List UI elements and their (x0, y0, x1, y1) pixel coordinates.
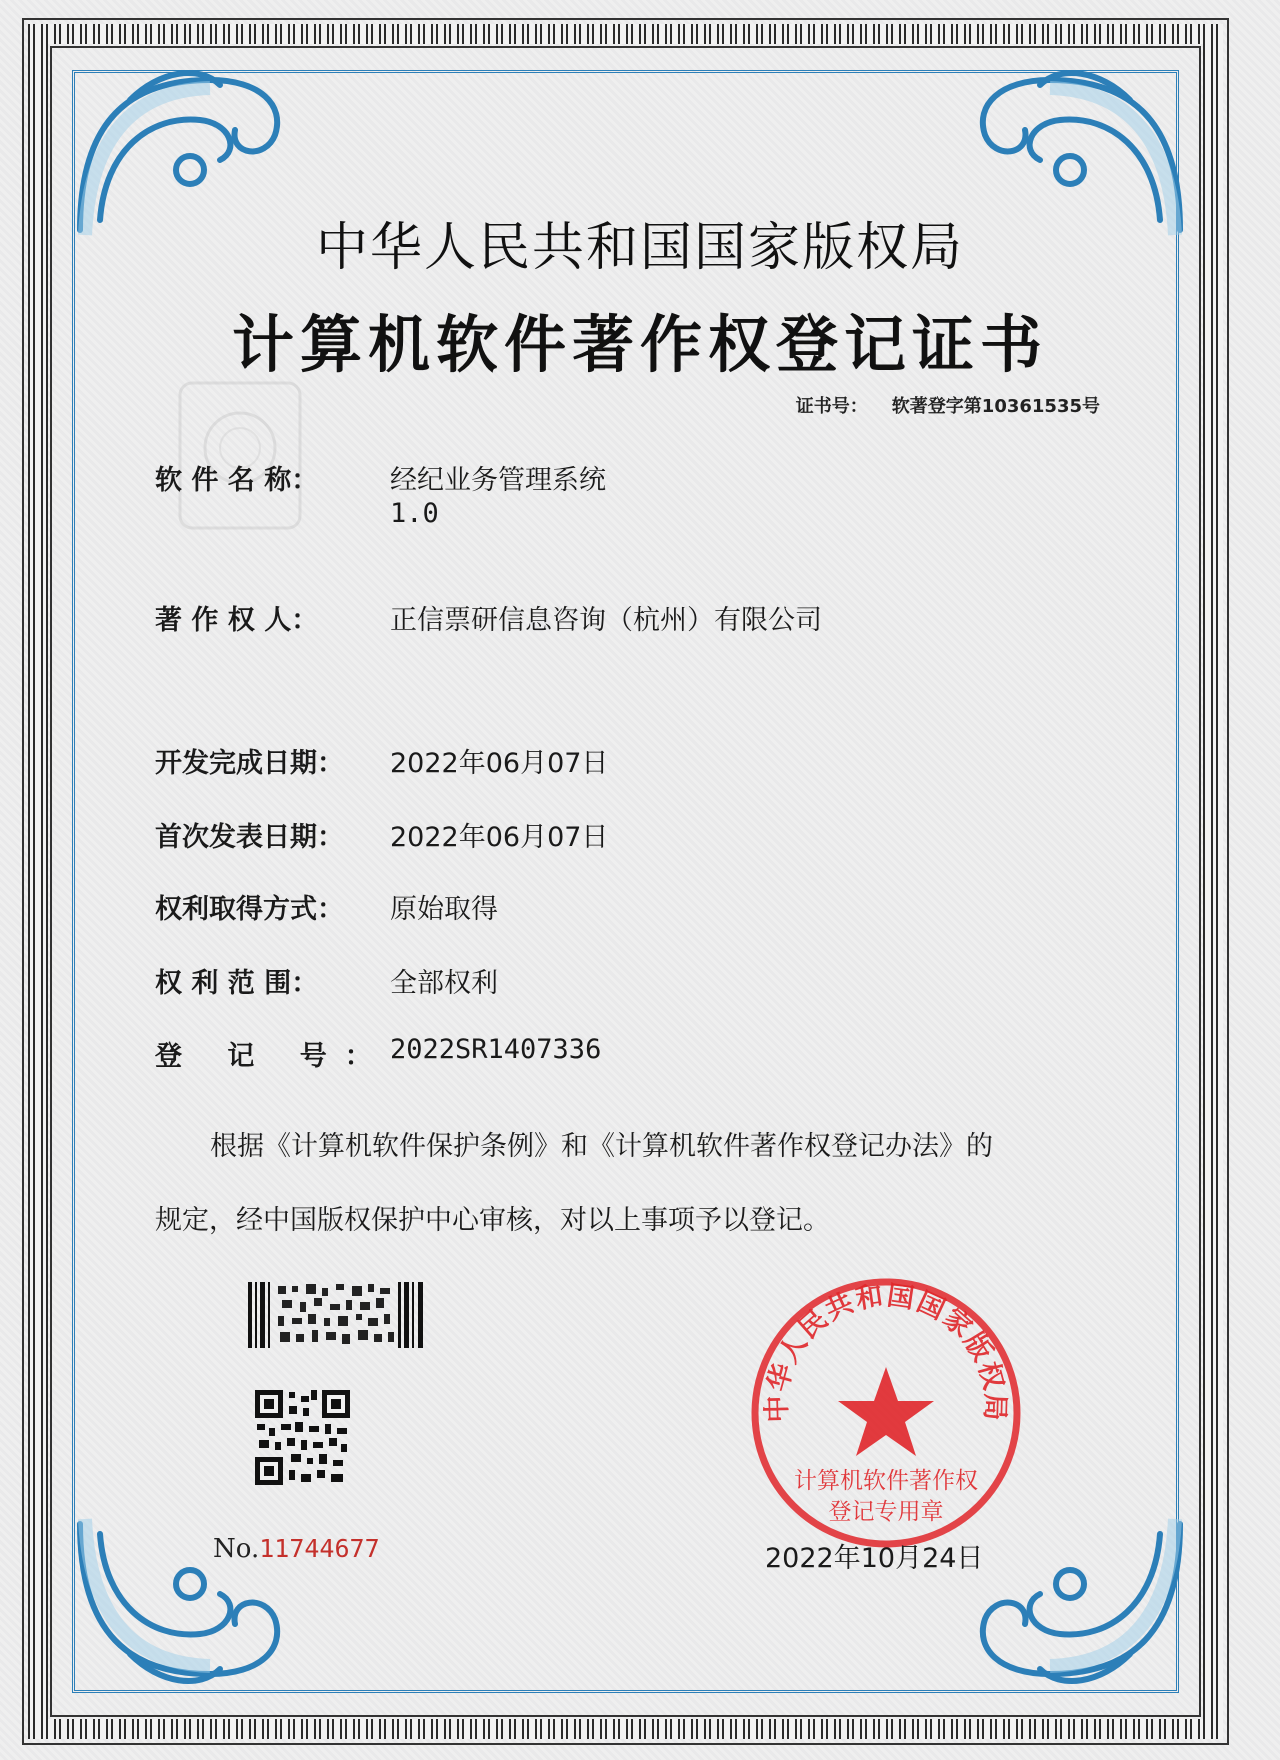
serial-number: 11744677 (259, 1534, 380, 1563)
copyright-owner-value: 正信票研信息咨询（杭州）有限公司 (390, 605, 822, 636)
certificate-number-label: 证书号： (795, 396, 868, 417)
rights-scope-value: 全部权利 (390, 968, 498, 999)
certificate-title: 计算机软件著作权登记证书 (231, 308, 1048, 381)
embossed-mark-icon (170, 378, 310, 533)
copyright-owner-label: 著 作 权 人： (155, 605, 319, 636)
barcode-icon (248, 1282, 428, 1348)
issuing-authority: 中华人民共和国国家版权局 (315, 218, 964, 278)
registration-number-label: 登 记 号： (155, 1041, 390, 1072)
acquisition-method-value: 原始取得 (390, 894, 498, 925)
official-seal (748, 1275, 1024, 1551)
first-publication-date-value: 2022年06月07日 (390, 822, 609, 853)
software-name-label: 软 件 名 称： (155, 465, 319, 496)
seal-inner-line-2: 登记专用章 (828, 1499, 944, 1525)
certificate-number (796, 392, 1100, 418)
registration-number-value: 2022SR1407336 (390, 1034, 602, 1065)
qr-code-icon (255, 1390, 350, 1485)
acquisition-method-label: 权利取得方式： (155, 894, 344, 925)
serial-prefix: No. (213, 1534, 260, 1564)
software-name-value: 经纪业务管理系统 (390, 465, 606, 496)
first-publication-date-label: 首次发表日期： (155, 822, 344, 853)
completion-date-label: 开发完成日期： (155, 748, 344, 779)
rights-scope-label: 权 利 范 围： (155, 968, 319, 999)
completion-date-value: 2022年06月07日 (390, 748, 609, 779)
issue-date: 2022年10月24日 (765, 1543, 984, 1574)
seal-inner-line-1: 计算机软件著作权 (794, 1468, 978, 1494)
statement-line-2: 规定，经中国版权保护中心审核，对以上事项予以登记。 (155, 1205, 830, 1236)
seal-outer-text: 中华人民共和国国家版权局 (761, 1280, 1011, 1423)
software-version-value: 1.0 (390, 498, 439, 529)
certificate-serial (213, 1534, 380, 1564)
statement-line-1: 根据《计算机软件保护条例》和《计算机软件著作权登记办法》的 (210, 1131, 993, 1162)
star-icon (838, 1367, 934, 1456)
certificate-number-value: 软著登字第10361535号 (891, 396, 1100, 417)
